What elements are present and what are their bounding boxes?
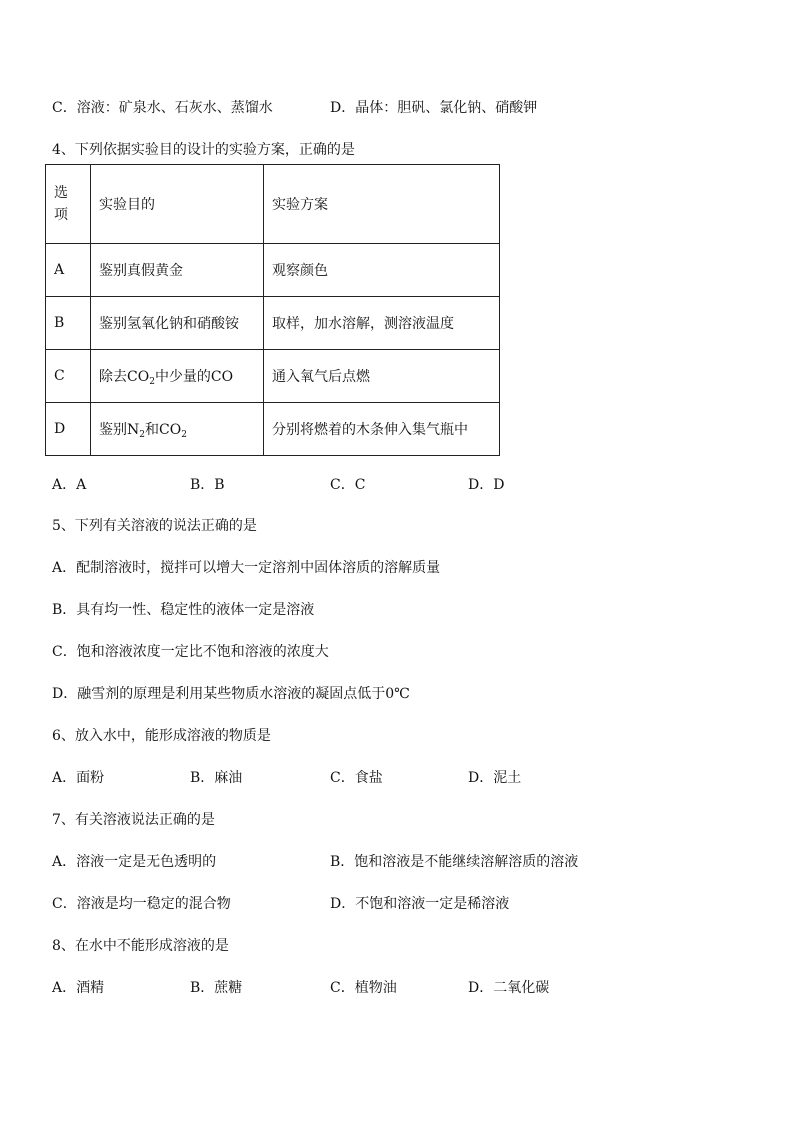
subscript: 2: [181, 430, 187, 440]
q6-stem: 6、放入水中，能形成溶液的物质是: [52, 728, 271, 744]
row-goal: [91, 403, 264, 456]
q7-option-b: B．饱和溶液是不能继续溶解溶质的溶液: [330, 854, 579, 870]
q8-option-b: B．蔗糖: [190, 980, 243, 996]
q5-option-d: D．融雪剂的原理是利用某些物质水溶液的凝固点低于0℃: [52, 686, 410, 702]
table-header-row: [46, 165, 500, 244]
q7-option-a: A．溶液一定是无色透明的: [52, 854, 217, 870]
header-goal-cell: 实验目的: [91, 165, 264, 244]
table-row: [46, 244, 500, 297]
q6-option-b: B．麻油: [190, 770, 243, 786]
table-row: [46, 403, 500, 456]
q4-option-d: D．D: [468, 477, 505, 493]
subscript: 2: [139, 430, 145, 440]
table-row: [46, 350, 500, 403]
q8-stem: 8、在水中不能形成溶液的是: [52, 938, 229, 954]
q4-stem: 4、下列依据实验目的设计的实验方案，正确的是: [52, 142, 355, 158]
q4-option-c: C．C: [330, 477, 366, 493]
table-row: [46, 297, 500, 350]
row-goal: 鉴别真假黄金: [91, 244, 264, 297]
header-option-line1: 选: [54, 185, 68, 201]
q7-option-c: C．溶液是均一稳定的混合物: [52, 896, 231, 912]
row-plan: 观察颜色: [264, 244, 500, 297]
row-goal: [91, 350, 264, 403]
row-label: B: [46, 297, 91, 350]
goal-text: 鉴别N: [99, 422, 140, 438]
row-plan: 分别将燃着的木条伸入集气瓶中: [264, 403, 500, 456]
q7-stem: 7、有关溶液说法正确的是: [52, 812, 215, 828]
q4-option-b: B．B: [190, 477, 225, 493]
row-plan: 取样，加水溶解，测溶液温度: [264, 297, 500, 350]
row-goal: 鉴别氢氧化钠和硝酸铵: [91, 297, 264, 350]
q5-option-c: C．饱和溶液浓度一定比不饱和溶液的浓度大: [52, 644, 329, 660]
q6-option-c: C．食盐: [330, 770, 383, 786]
goal-text: 除去CO: [99, 369, 150, 385]
q6-option-a: A．面粉: [52, 770, 105, 786]
q3-option-c: C．溶液：矿泉水、石灰水、蒸馏水: [52, 100, 273, 116]
q5-option-a: A．配制溶液时，搅拌可以增大一定溶剂中固体溶质的溶解质量: [52, 560, 441, 576]
row-label: A: [46, 244, 91, 297]
header-plan-cell: 实验方案: [264, 165, 500, 244]
experiment-table: [45, 164, 500, 456]
q5-stem: 5、下列有关溶液的说法正确的是: [52, 518, 257, 534]
header-option-cell: [46, 165, 91, 244]
q8-option-c: C．植物油: [330, 980, 397, 996]
q4-option-a: A．A: [52, 477, 87, 493]
row-label: D: [46, 403, 91, 456]
goal-text: 中少量的CO: [154, 369, 234, 385]
q5-option-b: B．具有均一性、稳定性的液体一定是溶液: [52, 602, 315, 618]
q6-option-d: D．泥土: [468, 770, 522, 786]
q8-option-a: A．酒精: [52, 980, 105, 996]
q8-option-d: D．二氧化碳: [468, 980, 550, 996]
goal-text: 和CO: [144, 422, 182, 438]
subscript: 2: [149, 377, 155, 387]
q7-option-d: D．不饱和溶液一定是稀溶液: [330, 896, 510, 912]
row-label: C: [46, 350, 91, 403]
row-plan: 通入氧气后点燃: [264, 350, 500, 403]
q3-option-d: D．晶体：胆矾、氯化钠、硝酸钾: [330, 100, 538, 116]
header-option-line2: 项: [54, 207, 68, 223]
